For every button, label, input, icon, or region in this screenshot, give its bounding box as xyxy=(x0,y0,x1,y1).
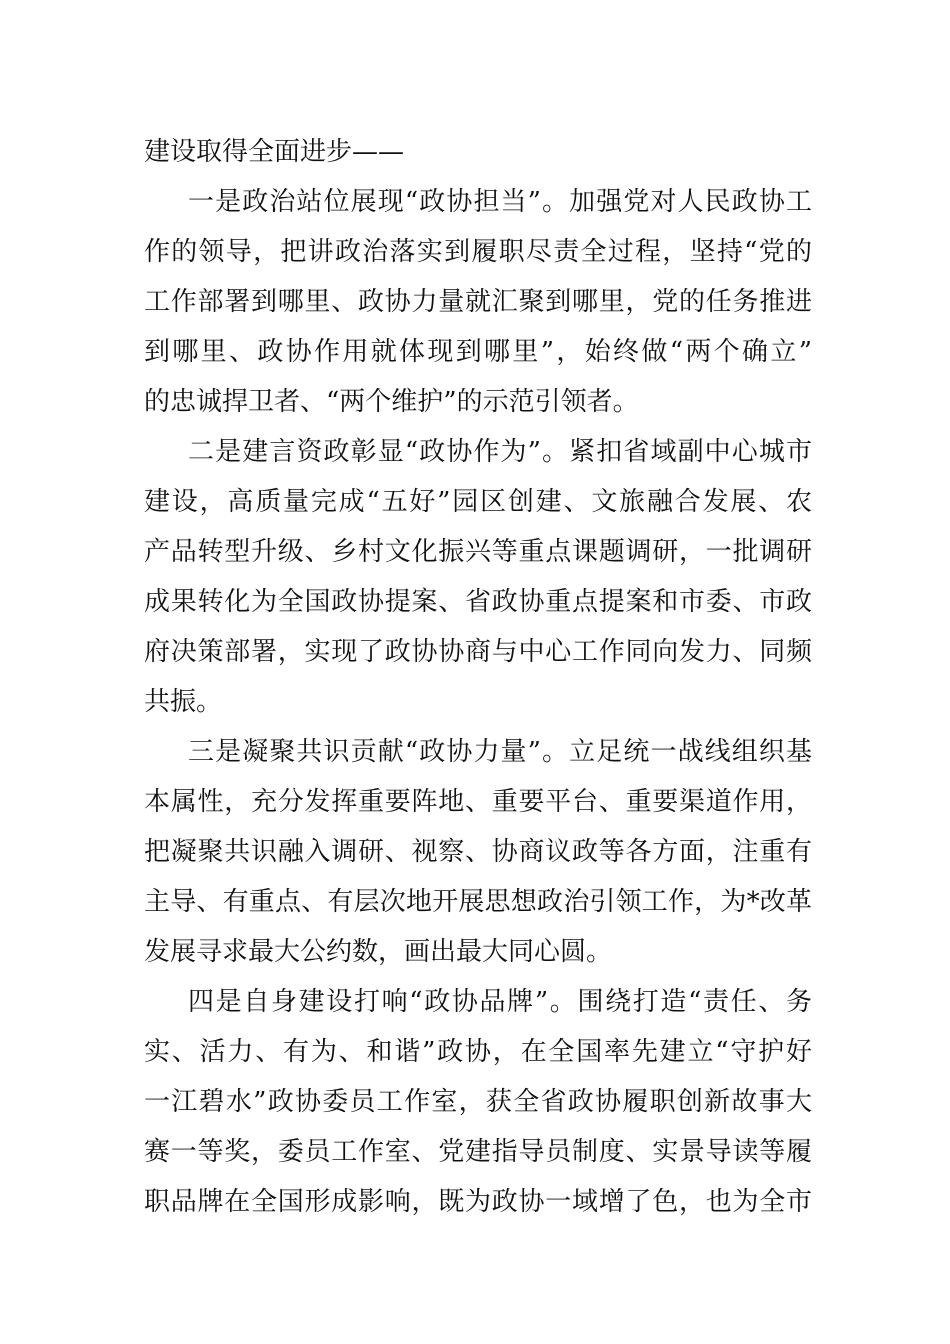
paragraph-3-line: 把凝聚共识融入调研、视察、协商议政等各方面，注重有 xyxy=(144,837,812,867)
paragraph-2-line: 府决策部署，实现了政协协商与中心工作同向发力、同频 xyxy=(144,637,812,667)
paragraph-1-line: 工作部署到哪里、政协力量就汇聚到哪里，党的任务推进 xyxy=(144,287,812,317)
paragraph-1-line: 作的领导，把讲政治落实到履职尽责全过程，坚持“党的 xyxy=(144,237,812,267)
paragraph-4-line: 赛一等奖，委员工作室、党建指导员制度、实景导读等履 xyxy=(144,1137,812,1167)
paragraph-1-line: 到哪里、政协作用就体现到哪里”，始终做“两个确立” xyxy=(144,337,812,367)
paragraph-2-line: 二是建言资政彰显“政协作为”。紧扣省域副中心城市 xyxy=(188,437,812,467)
paragraph-2-line: 共振。 xyxy=(144,687,223,717)
paragraph-3-line: 主导、有重点、有层次地开展思想政治引领工作，为*改革 xyxy=(144,887,812,917)
paragraph-2-line: 产品转型升级、乡村文化振兴等重点课题调研，一批调研 xyxy=(144,537,812,567)
paragraph-2-line: 建设，高质量完成“五好”园区创建、文旅融合发展、农 xyxy=(144,487,812,517)
paragraph-4-line: 职品牌在全国形成影响，既为政协一域增了色，也为全市 xyxy=(144,1187,812,1217)
paragraph-4-line: 四是自身建设打响“政协品牌”。围绕打造“责任、务 xyxy=(188,987,812,1017)
paragraph-1-line: 的忠诚捍卫者、“两个维护”的示范引领者。 xyxy=(144,387,639,417)
paragraph-3-line: 发展寻求最大公约数，画出最大同心圆。 xyxy=(144,937,613,967)
paragraph-4-line: 一江碧水”政协委员工作室，获全省政协履职创新故事大 xyxy=(144,1087,812,1117)
paragraph-4-line: 实、活力、有为、和谐”政协，在全国率先建立“守护好 xyxy=(144,1037,812,1067)
paragraph-3-line: 本属性，充分发挥重要阵地、重要平台、重要渠道作用， xyxy=(144,787,812,817)
text-line: 建设取得全面进步—— xyxy=(144,137,405,167)
paragraph-1-line: 一是政治站位展现“政协担当”。加强党对人民政协工 xyxy=(188,187,812,217)
paragraph-2-line: 成果转化为全国政协提案、省政协重点提案和市委、市政 xyxy=(144,587,812,617)
paragraph-3-line: 三是凝聚共识贡献“政协力量”。立足统一战线组织基 xyxy=(188,737,812,767)
